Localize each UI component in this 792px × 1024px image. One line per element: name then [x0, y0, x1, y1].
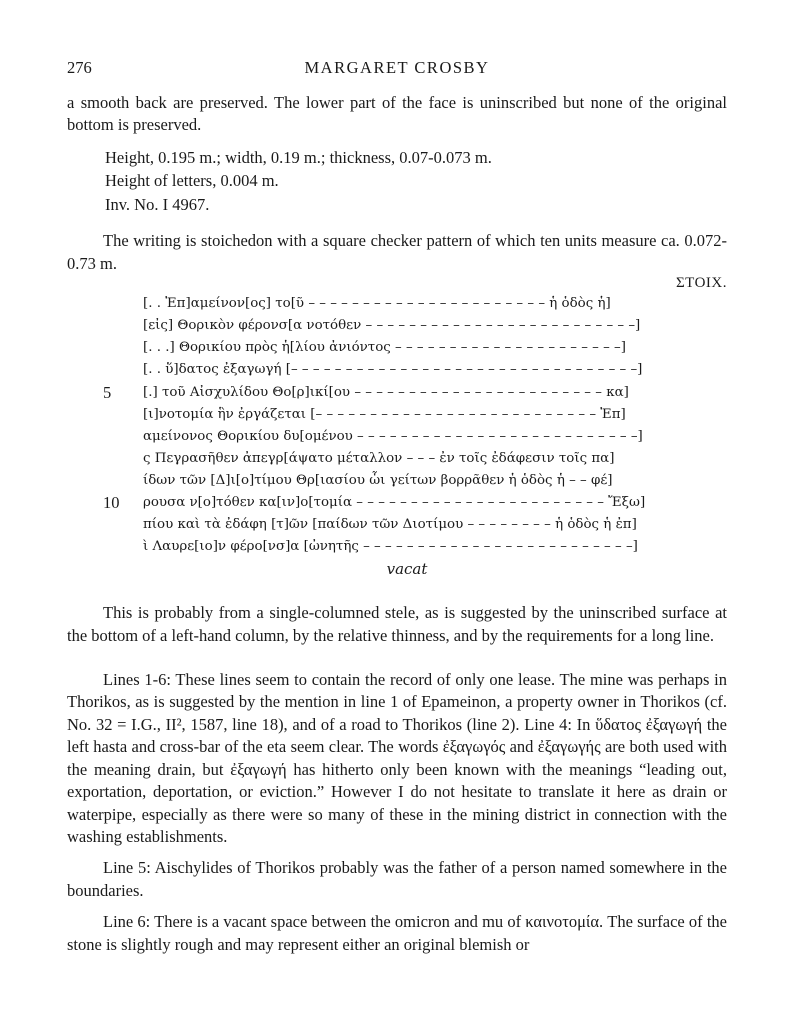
- paragraph-stoichedon: The writing is stoichedon with a square checker pattern of which ten units measure ca. 0.072-0.73 m.: [67, 231, 727, 273]
- line-number: [67, 293, 143, 315]
- line-number: [67, 426, 143, 448]
- inscription-line: [67, 536, 727, 558]
- paragraph-stele: This is probably from a single-columned stele, as is suggested by the uninscribed surface at the bottom of a left-hand column, by the relative thinness, and by the requirements for a long line.: [67, 603, 727, 645]
- line-number: [67, 359, 143, 381]
- line-text: [.] τοῦ Αἰσχυλίδου Θο[ρ]ικί[ου – – – – – – – – – – – – – – – – – – – – – – – κα]: [143, 384, 629, 400]
- line-number: [67, 514, 143, 536]
- line-number: [67, 470, 143, 492]
- page-body: [67, 92, 727, 956]
- paragraph-lines-1-6: Lines 1-6: These lines seem to contain the record of only one lease. The mine was perhaps in Thorikos, as is suggested by the mention in line 1 of Epameinon, a property owner in Thorikos (cf. No. 32 = I.G., II², 1587, line 18), and of a road to Thorikos (line 2). Line 4: In ὕδατος ἐξαγωγή the left hasta and cross-bar of the eta seem clear. The words ἐξαγωγός and ἐξαγωγής are both used with the meaning drain, but ἐξαγωγή has hitherto only been known with the meanings “leading out, exportation, deportation, or eviction.” However I do not hesitate to translate it here as drain or waterpipe, especially as there were so many of these in the mining district in connection with the washing establishments.: [67, 670, 727, 846]
- line-text: [εἰς] Θορικὸν φέρονσ[α νοτόθεν – – – – – – – – – – – – – – – – – – – – – – – – –]: [143, 318, 641, 334]
- line-number: [67, 536, 143, 558]
- line-text: αμείνονος Θορικίου δυ[ομένου – – – – – – – – – – – – – – – – – – – – – – – – – –]: [143, 428, 643, 444]
- line-number: 5: [103, 382, 112, 402]
- running-title: MARGARET CROSBY: [304, 58, 490, 77]
- inscription-line: [67, 337, 727, 359]
- line-text: πίου καὶ τὰ ἐδάφη [τ]ῶν [παίδων τῶν Διοτίμου – – – – – – – – ἡ ὁδὸς ἡ ἐπ]: [143, 517, 637, 533]
- inscription-line: [67, 514, 727, 536]
- line-text: [. . .] Θορικίου πρὸς ἡ[λίου ἀνιόντος – – – – – – – – – – – – – – – – – – – – –]: [143, 340, 626, 356]
- spec-letter-height: Height of letters, 0.004 m.: [105, 171, 279, 191]
- spec-inventory: Inv. No. I 4967.: [105, 194, 210, 214]
- inscription-line: [67, 426, 727, 448]
- inscription-line: [67, 293, 727, 315]
- line-number: 10: [103, 492, 120, 512]
- spec-dimensions: Height, 0.195 m.; width, 0.19 m.; thickness, 0.07-0.073 m.: [105, 147, 492, 167]
- paragraph-continuation: a smooth back are preserved. The lower part of the face is uninscribed but none of the original bottom is preserved.: [67, 93, 727, 135]
- stoix-label: ΣΤΟΙΧ.: [675, 275, 727, 292]
- inscription-line: [67, 448, 727, 470]
- line-text: [ι]νοτομία ἣν ἐργάζεται [– – – – – – – – – – – – – – – – – – – – – – – – – – Ἐπ]: [143, 406, 626, 422]
- paragraph-line-6: Line 6: There is a vacant space between the omicron and mu of καινοτομία. The surface of the stone is slightly rough and may represent either an original blemish or: [67, 912, 727, 954]
- line-number: [67, 404, 143, 426]
- vacat-label: vacat: [386, 560, 428, 579]
- page-number: 276: [67, 58, 92, 77]
- line-text: ίδων τῶν [Δ]ι[ο]τίμου Θρ[ιασίου ὧι γείτων βορρᾶθεν ἡ ὁδὸς ἡ – – φέ]: [143, 472, 613, 488]
- line-text: [. . ὕ]δατος ἐξαγωγή [– – – – – – – – – – – – – – – – – – – – – – – – – – – – – – – –]: [143, 362, 643, 378]
- line-text: ς Πεγρασῆθεν ἀπεγρ[άψατο μέταλλον – – – ἐν τοῖς ἐδάφεσιν τοῖς πα]: [143, 450, 615, 466]
- line-text: [. . Ἐπ]αμείνον[ος] το[ῦ – – – – – – – – – – – – – – – – – – – – – – ἡ ὁδὸς ἡ]: [143, 296, 611, 312]
- line-number: [67, 315, 143, 337]
- line-text: ρουσα ν[ο]τόθεν κα[ιν]ο[τομία – – – – – – – – – – – – – – – – – – – – – – – Ἔξω]: [143, 494, 646, 510]
- line-text: ὶ Λαυρε[ιο]ν φέρο[νσ]α [ὠνητῆς – – – – – – – – – – – – – – – – – – – – – – – – –]: [143, 539, 638, 555]
- inscription-line: [67, 492, 727, 514]
- line-number: [67, 337, 143, 359]
- inscription-line: [67, 404, 727, 426]
- inscription-line: [67, 315, 727, 337]
- inscription-line: [67, 359, 727, 381]
- inscription-line: [67, 470, 727, 492]
- inscription: [67, 293, 727, 580]
- line-number: [67, 448, 143, 470]
- page-header: [67, 58, 727, 82]
- inscription-line: [67, 382, 727, 404]
- paragraph-line-5: Line 5: Aischylides of Thorikos probably was the father of a person named somewhere in the boundaries.: [67, 858, 727, 900]
